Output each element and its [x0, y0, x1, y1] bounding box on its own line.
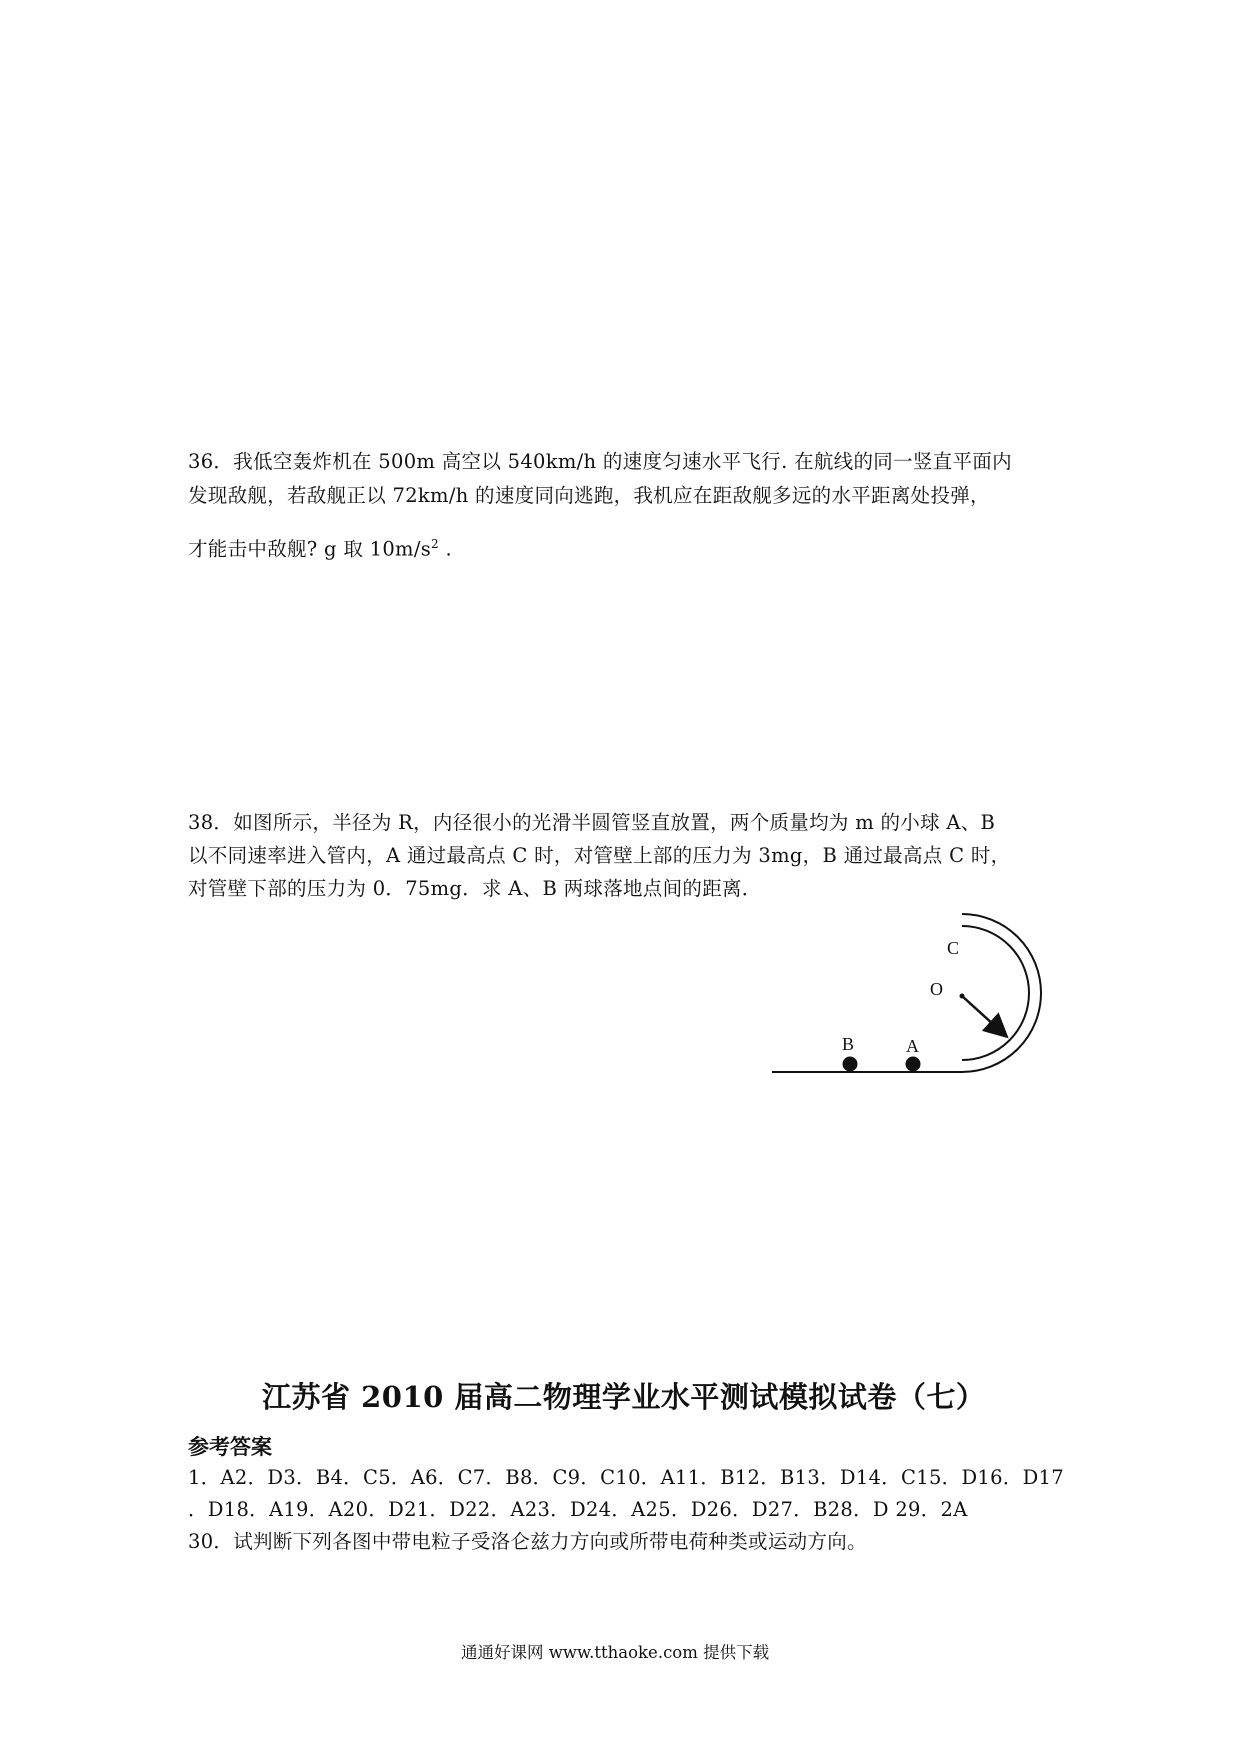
radius-arrow: [962, 996, 1005, 1035]
q36-exponent: 2: [431, 537, 439, 551]
q36-line-3-text: 才能击中敌舰? g 取 10m/s: [188, 537, 432, 561]
q38-line-2: 以不同速率进入管内，A 通过最高点 C 时，对管壁上部的压力为 3mg，B 通过最高点 C 时，: [188, 844, 1011, 867]
answer-line-2: ．D18．A19．A20．D21．D22．A23．D24．A25．D26．D27．B28．D 29．2A: [188, 1498, 968, 1521]
page-footer: 通通好课网 www.tthaoke.com 提供下载: [461, 1643, 770, 1662]
q36-line-3-end: .: [438, 537, 452, 561]
label-b: B: [842, 1034, 855, 1054]
label-a: A: [906, 1036, 919, 1056]
answer-line-1: 1．A2．D3．B4．C5．A6．C7．B8．C9．C10．A11．B12．B13．D14．C15．D16．D17: [188, 1466, 1064, 1489]
semicircle-tube-figure: [760, 910, 1070, 1080]
label-o: O: [930, 979, 943, 999]
label-c: C: [947, 938, 960, 958]
answer-heading: 参考答案: [188, 1434, 272, 1459]
q36-line-3: [188, 538, 452, 559]
answer-line-3: 30．试判断下列各图中带电粒子受洛仑兹力方向或所带电荷种类或运动方向。: [188, 1530, 867, 1553]
q36-line-1: 36．我低空轰炸机在 500m 高空以 540km/h 的速度匀速水平飞行. 在航线的同一竖直平面内: [188, 450, 1012, 473]
q38-line-1: 38．如图所示，半径为 R，内径很小的光滑半圆管竖直放置，两个质量均为 m 的小球 A、B: [188, 811, 996, 834]
q36-line-2: 发现敌舰，若敌舰正以 72km/h 的速度同向逃跑，我机应在距敌舰多远的水平距离处投弹，: [188, 484, 990, 507]
answer-title: 江苏省 2010 届高二物理学业水平测试模拟试卷（七）: [262, 1380, 986, 1414]
q38-line-3: 对管壁下部的压力为 0．75mg．求 A、B 两球落地点间的距离．: [188, 877, 762, 900]
ball-a: [906, 1057, 921, 1072]
tube-inner-wall: [962, 926, 1029, 1060]
ball-b: [843, 1057, 858, 1072]
